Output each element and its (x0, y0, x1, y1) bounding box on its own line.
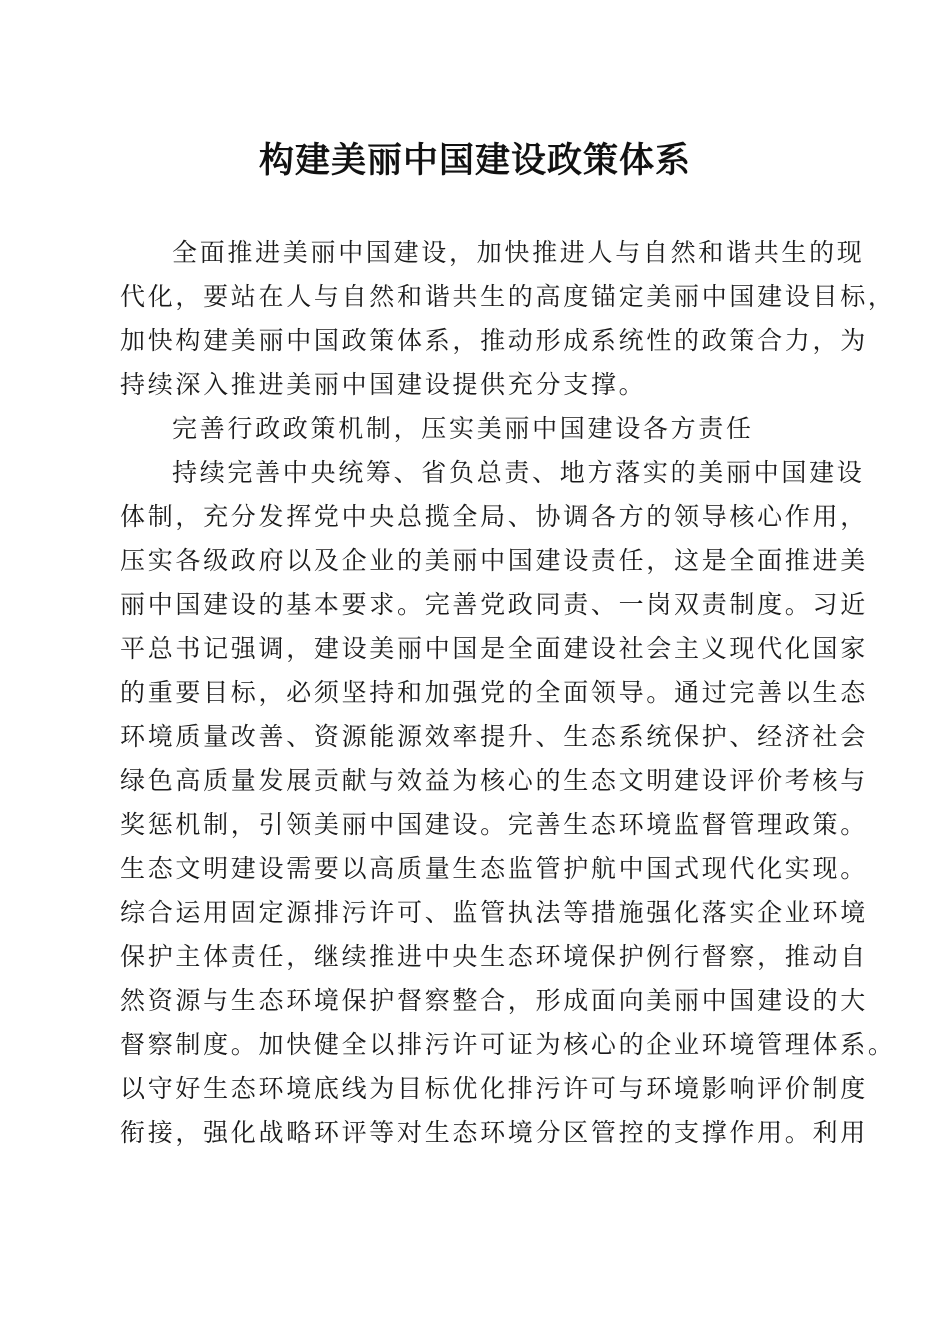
section-heading: 完善行政政策机制，压实美丽中国建设各方责任 (172, 414, 754, 443)
text-line: 环境质量改善、资源能源效率提升、生态系统保护、经济社会 (120, 722, 868, 751)
text-line: 的重要目标，必须坚持和加强党的全面领导。通过完善以生态 (120, 678, 868, 707)
text-line: 压实各级政府以及企业的美丽中国建设责任，这是全面推进美 (120, 546, 868, 575)
text-line: 生态文明建设需要以高质量生态监管护航中国式现代化实现。 (120, 854, 868, 883)
text-line: 持续深入推进美丽中国建设提供充分支撑。 (120, 370, 647, 399)
text-line: 全面推进美丽中国建设，加快推进人与自然和谐共生的现 (172, 238, 865, 267)
text-line: 然资源与生态环境保护督察整合，形成面向美丽中国建设的大 (120, 986, 868, 1015)
text-line: 奖惩机制，引领美丽中国建设。完善生态环境监督管理政策。 (120, 810, 868, 839)
text-line: 代化，要站在人与自然和谐共生的高度锚定美丽中国建设目标， (120, 282, 896, 311)
text-line: 平总书记强调，建设美丽中国是全面建设社会主义现代化国家 (120, 634, 868, 663)
text-line: 持续完善中央统筹、省负总责、地方落实的美丽中国建设 (172, 458, 865, 487)
document-title: 构建美丽中国建设政策体系 (258, 140, 691, 181)
text-line: 保护主体责任，继续推进中央生态环境保护例行督察，推动自 (120, 942, 868, 971)
text-line: 综合运用固定源排污许可、监管执法等措施强化落实企业环境 (120, 898, 868, 927)
text-line: 丽中国建设的基本要求。完善党政同责、一岗双责制度。习近 (120, 590, 868, 619)
text-line: 衔接，强化战略环评等对生态环境分区管控的支撑作用。利用 (120, 1118, 868, 1147)
text-line: 体制，充分发挥党中央总揽全局、协调各方的领导核心作用， (120, 502, 868, 531)
text-line: 加快构建美丽中国政策体系，推动形成系统性的政策合力，为 (120, 326, 868, 355)
text-line: 督察制度。加快健全以排污许可证为核心的企业环境管理体系。 (120, 1030, 896, 1059)
text-line: 以守好生态环境底线为目标优化排污许可与环境影响评价制度 (120, 1074, 868, 1103)
text-line: 绿色高质量发展贡献与效益为核心的生态文明建设评价考核与 (120, 766, 868, 795)
